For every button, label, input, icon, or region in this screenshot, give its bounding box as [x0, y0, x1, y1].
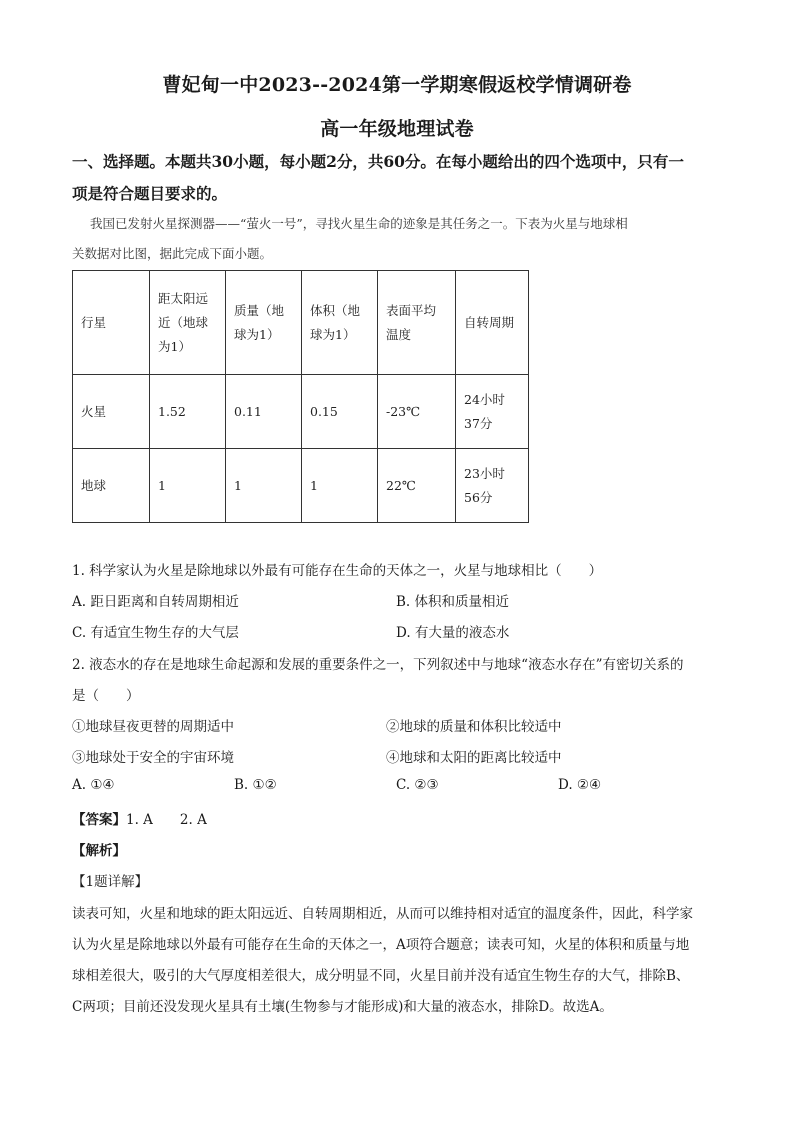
q1-option-d: D. 有大量的液态水	[396, 625, 510, 641]
answer-label: 【答案】	[72, 812, 126, 828]
header-cell-planet: 行星	[73, 271, 150, 375]
q1-option-c: C. 有适宜生物生存的大气层	[72, 625, 239, 641]
cell-volume: 1	[302, 449, 378, 523]
header-cell-distance: 距太阳远 近（地球 为1）	[150, 271, 226, 375]
q2-item-1: ①地球昼夜更替的周期适中	[72, 719, 234, 735]
analysis-line-4: C两项；目前还没发现火星具有土壤(生物参与才能形成)和大量的液态水，排除D。故选A。	[72, 999, 613, 1015]
q2-stem-line2: 是（ ）	[72, 688, 140, 704]
q2-stem-line1: 2. 液态水的存在是地球生命起源和发展的重要条件之一，下列叙述中与地球“液态水存在”有密切关系的	[72, 657, 684, 673]
q2-option-a: A. ①④	[72, 777, 115, 793]
table-header-row	[73, 271, 529, 375]
cell-planet: 地球	[73, 449, 150, 523]
q2-option-d: D. ②④	[558, 777, 602, 793]
cell-temperature: 22℃	[378, 449, 456, 523]
page-title: 曹妃甸一中2023--2024第一学期寒假返校学情调研卷	[162, 74, 632, 96]
answer-text: 1. A 2. A	[126, 812, 207, 828]
section-heading-line2: 项是符合题目要求的。	[72, 184, 228, 203]
analysis-label: 【解析】	[72, 843, 126, 859]
cell-temperature: -23℃	[378, 375, 456, 449]
intro-line2: 关数据对比图，据此完成下面小题。	[72, 246, 273, 261]
header-cell-temperature: 表面平均 温度	[378, 271, 456, 375]
header-cell-rotation: 自转周期	[456, 271, 529, 375]
q1-option-b: B. 体积和质量相近	[396, 594, 510, 610]
cell-volume: 0.15	[302, 375, 378, 449]
q2-item-4: ④地球和太阳的距离比较适中	[386, 750, 562, 766]
planet-data-table	[72, 270, 529, 523]
header-cell-mass: 质量（地 球为1）	[226, 271, 302, 375]
analysis-detail-label: 【1题详解】	[72, 874, 149, 890]
table-row	[73, 375, 529, 449]
section-heading-line1: 一、选择题。本题共30小题，每小题2分，共60分。在每小题给出的四个选项中，只有一	[72, 152, 684, 171]
cell-mass: 1	[226, 449, 302, 523]
header-cell-volume: 体积（地 球为1）	[302, 271, 378, 375]
q2-item-2: ②地球的质量和体积比较适中	[386, 719, 562, 735]
q1-stem: 1. 科学家认为火星是除地球以外最有可能存在生命的天体之一，火星与地球相比（ ）	[72, 563, 603, 579]
analysis-line-1: 读表可知，火星和地球的距太阳远近、自转周期相近，从而可以维持相对适宜的温度条件，因此，科学家	[72, 906, 693, 922]
cell-mass: 0.11	[226, 375, 302, 449]
q2-option-b: B. ①②	[234, 777, 277, 793]
intro-line1: 我国已发射火星探测器——“萤火一号”，寻找火星生命的迹象是其任务之一。下表为火星与地球相	[90, 216, 628, 231]
q1-option-a: A. 距日距离和自转周期相近	[72, 594, 239, 610]
cell-distance: 1.52	[150, 375, 226, 449]
page-subtitle: 高一年级地理试卷	[320, 118, 474, 140]
analysis-line-3: 球相差很大，吸引的大气厚度相差很大，成分明显不同，火星目前并没有适宜生物生存的大气，排除B、	[72, 968, 690, 984]
cell-rotation: 23小时 56分	[456, 449, 529, 523]
q2-item-3: ③地球处于安全的宇宙环境	[72, 750, 234, 766]
cell-distance: 1	[150, 449, 226, 523]
q2-option-c: C. ②③	[396, 777, 439, 793]
answer-line	[72, 808, 207, 828]
cell-planet: 火星	[73, 375, 150, 449]
cell-rotation: 24小时 37分	[456, 375, 529, 449]
table-row	[73, 449, 529, 523]
analysis-line-2: 认为火星是除地球以外最有可能存在生命的天体之一，A项符合题意；读表可知，火星的体积和质量与地	[72, 937, 690, 953]
